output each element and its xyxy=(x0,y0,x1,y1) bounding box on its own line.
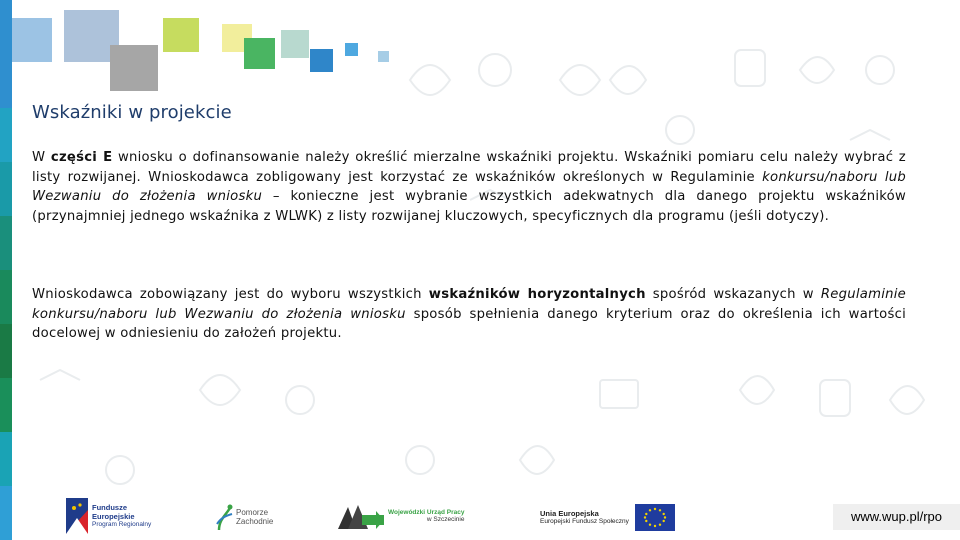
logo-pomorze-zachodnie xyxy=(216,500,273,534)
leaf-icon xyxy=(560,65,600,95)
gear-icon xyxy=(406,446,434,474)
turbine-icon xyxy=(866,56,894,84)
logo-ue-text-1: Unia Europejska xyxy=(540,508,599,518)
paragraph-indicators xyxy=(32,148,906,226)
text-run: spośród wskazanych w xyxy=(645,287,821,302)
logo-fe-text-1: Fundusze xyxy=(92,503,127,513)
logo-wup-text-2: w Szczecinie xyxy=(426,516,465,523)
fe-emblem-icon xyxy=(66,498,88,534)
text-run: W xyxy=(32,150,51,165)
leaf-icon xyxy=(200,375,240,405)
train-icon xyxy=(820,380,850,416)
logo-wup-szczecin xyxy=(338,500,464,532)
turbine-icon xyxy=(286,386,314,414)
leaf-icon xyxy=(410,65,450,95)
logo-unia-europejska xyxy=(540,502,675,532)
logo-pomorze-text-2: Zachodnie xyxy=(236,517,274,526)
text-italic: Regulaminie konkursu/naboru lub Wezwaniu do złożenia wniosku xyxy=(32,287,906,322)
logo-ue-text-2: Europejski Fundusz Społeczny xyxy=(540,517,629,525)
paragraph-horizontal-indicators xyxy=(32,285,906,344)
text-italic: konkursu/naboru lub Wezwaniu do złożenia wniosku xyxy=(32,169,906,204)
slide-title: Wskaźniki w projekcie xyxy=(32,102,232,123)
leaf-icon xyxy=(610,66,646,94)
text-run: Wnioskodawca zobowiązany jest do wyboru wszystkich xyxy=(32,287,429,302)
gear-icon xyxy=(479,54,511,86)
logo-wup-text-1: Wojewódzki Urząd Pracy xyxy=(388,508,465,516)
leaf-icon xyxy=(890,386,924,414)
text-run: sposób spełnienia danego kryterium oraz do określenia ich wartości docelowej w odniesieniu do założeń projektu. xyxy=(32,306,906,341)
leaf-icon xyxy=(520,446,554,474)
pomorze-wave-icon xyxy=(216,502,234,532)
logo-fundusze-europejskie xyxy=(66,496,151,536)
footer-logos xyxy=(0,496,960,540)
wup-emblem-icon xyxy=(338,501,384,531)
text-bold: części E xyxy=(50,150,113,165)
leaf-icon xyxy=(740,376,774,404)
chart-icon xyxy=(40,370,80,380)
train-icon xyxy=(735,50,765,86)
board-icon xyxy=(600,380,638,408)
logo-pomorze-text-1: Pomorze xyxy=(236,508,269,517)
gear-icon xyxy=(106,456,134,484)
logo-fe-text-2: Europejskie xyxy=(92,512,135,522)
text-run: wniosku o dofinansowanie należy określić mierzalne wskaźniki projektu. Wskaźniki pomiaru celu należy wybrać z listy rozwijanej. Wnioskodawca zobligowany jest korzystać ze wskaźników określonych w Regulaminie xyxy=(32,150,906,185)
text-run: – konieczne jest wybranie wszystkich adekwatnych dla danego projektu wskaźników (przynajmniej jednego wskaźnika z WLWK) z listy rozwijanej kluczowych, specyficznych dla programu (jeśli dotyczy). xyxy=(32,189,906,224)
eu-flag-icon xyxy=(635,504,675,531)
text-bold: wskaźników horyzontalnych xyxy=(428,287,646,302)
gear-icon xyxy=(666,116,694,144)
website-url[interactable]: www.wup.pl/rpo xyxy=(833,504,960,530)
leaf-icon xyxy=(800,57,834,83)
handshake-icon xyxy=(850,130,890,140)
logo-fe-text-3: Program Regionalny xyxy=(92,521,152,529)
